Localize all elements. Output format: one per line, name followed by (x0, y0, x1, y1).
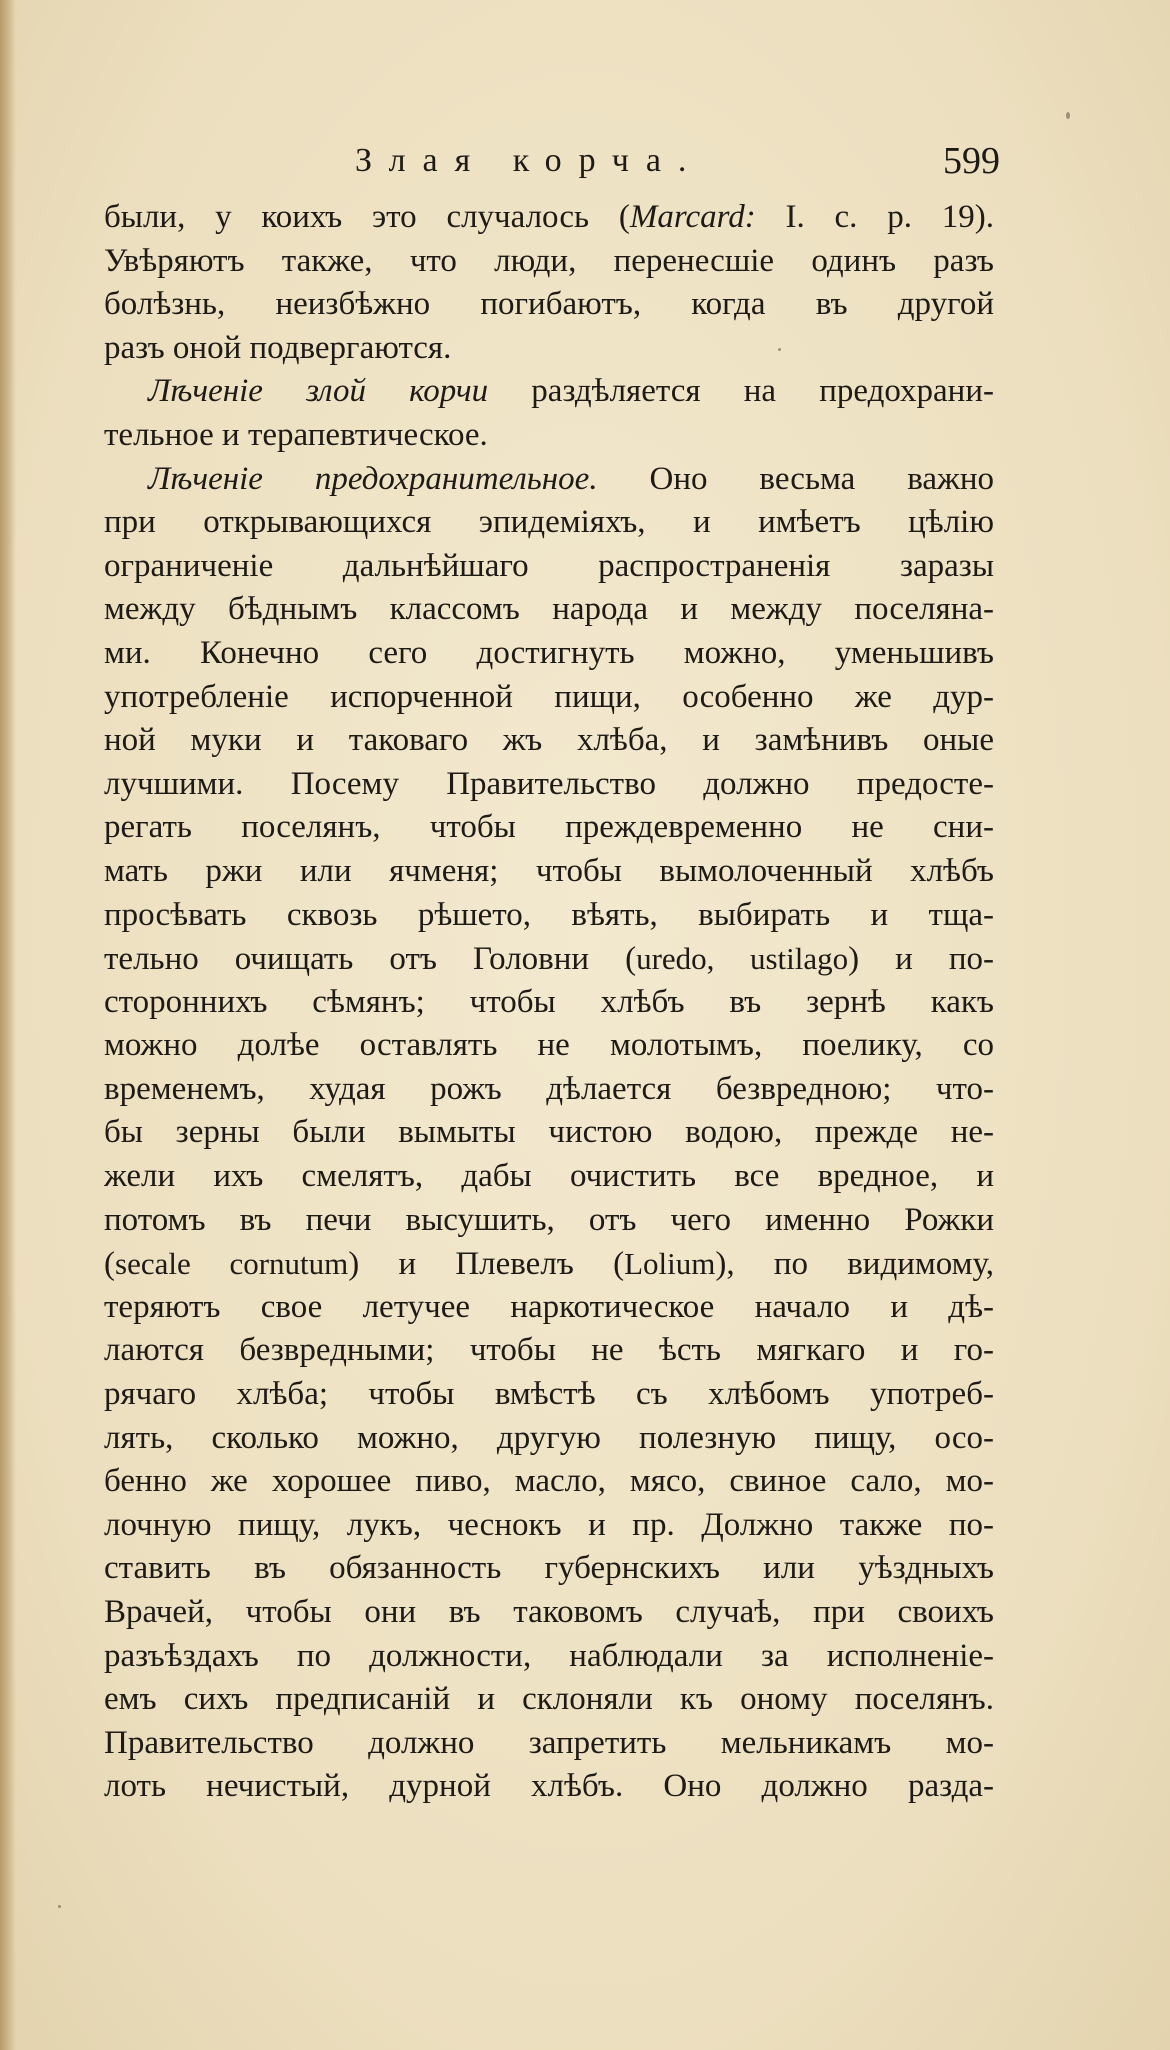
text-line-37: лоть нечистый, дурной хлѣбъ. Оно должно разда- (104, 1768, 994, 1805)
section-term-preventive: Лѣченіе предохранительное. (148, 460, 598, 497)
text-line-16: мать ржи или ячменя; чтобы вымолоченный хлѣбъ (104, 852, 994, 889)
text-line-4: разъ оной подвергаются. (104, 329, 452, 366)
text-line-33: Врачей, чтобы они въ таковомъ случаѣ, при своихъ (104, 1594, 994, 1630)
latin-term-lolium: Lolium (624, 1246, 716, 1282)
text-line-15: регать поселянъ, чтобы преждевременно не сни- (104, 809, 994, 846)
text-line-2: Увѣряютъ также, что люди, перенесшіе одинъ разъ (104, 242, 994, 279)
text-line-25: (secale cornutum) и Плевелъ (Lolium), по видимому, (104, 1246, 994, 1283)
text-line-29: лять, сколько можно, другую полезную пищу, осо- (104, 1419, 994, 1456)
text-line-18: тельно очищать отъ Головни (uredo, ustilago) и по- (104, 941, 994, 978)
latin-term-secale: secale cornutum (115, 1246, 349, 1282)
text-line-3: болѣзнь, неизбѣжно погибаютъ, когда въ другой (104, 286, 994, 323)
latin-term-uredo: uredo, ustilago (636, 941, 849, 977)
text-line-5: Лѣченіе злой корчи раздѣляется на предохрани- (148, 373, 994, 410)
text-line-21: временемъ, худая рожъ дѣлается безвредною; что- (104, 1070, 994, 1107)
text-line-26: теряютъ свое летучее наркотическое начало и дѣ- (104, 1288, 994, 1325)
text-line-13: ной муки и таковаго жъ хлѣба, и замѣнивъ оные (104, 722, 994, 759)
text-line-14: лучшими. Посему Правительство должно предосте- (104, 765, 994, 802)
text-line-7: Лѣченіе предохранительное. Оно весьма важно (148, 460, 994, 497)
text-line-10: между бѣднымъ классомъ народа и между поселяна- (104, 591, 994, 628)
citation-author: Marcard: (629, 199, 756, 235)
page-binding-edge (0, 0, 16, 2050)
text-line-11: ми. Конечно сего достигнуть можно, уменьшивъ (104, 634, 994, 671)
text-line-24: потомъ въ печи высушить, отъ чего именно Рожки (104, 1201, 994, 1238)
text-line-28: рячаго хлѣба; чтобы вмѣстѣ съ хлѣбомъ употреб- (104, 1376, 994, 1413)
text-line-34: разъѣздахъ по должности, наблюдали за исполненіе- (104, 1637, 994, 1674)
text-line-12: употребленіе испорченной пищи, особенно же дур- (104, 678, 994, 715)
ink-speck (1066, 112, 1070, 119)
text-line-32: ставить въ обязанность губернскихъ или уѣздныхъ (104, 1550, 994, 1587)
text-line-19: стороннихъ сѣмянъ; чтобы хлѣбъ въ зернѣ какъ (104, 983, 994, 1020)
text-line-23: жели ихъ смелятъ, дабы очистить все вредное, и (104, 1158, 994, 1195)
ink-speck (58, 1905, 61, 1908)
text-line-6: тельное и терапевтическое. (104, 416, 488, 453)
running-title: Злая корча. (355, 142, 704, 179)
page-header (100, 138, 1000, 188)
text-line-22: бы зерны были вымыты чистою водою, прежде не- (104, 1114, 994, 1151)
ink-speck (778, 348, 781, 351)
text-line-20: можно долѣе оставлять не молотымъ, поелику, со (104, 1027, 994, 1064)
text-line-30: бенно же хорошее пиво, масло, мясо, свиное сало, мо- (104, 1463, 994, 1500)
text-line-31: лочную пищу, лукъ, чеснокъ и пр. Должно также по- (104, 1506, 994, 1543)
text-line-1: были, у коихъ это случалось (Marcard: I. с. р. 19). (104, 199, 994, 235)
text-line-8: при открывающихся эпидеміяхъ, и имѣетъ цѣлію (104, 504, 994, 541)
text-line-35: емъ сихъ предписаній и склоняли къ оному поселянъ. (104, 1681, 994, 1718)
body-text (104, 196, 994, 1809)
page-number: 599 (943, 140, 1000, 182)
text-line-17: просѣвать сквозь рѣшето, вѣять, выбирать и тща- (104, 896, 994, 933)
text-line-36: Правительство должно запретить мельникамъ мо- (104, 1724, 994, 1761)
text-line-27: лаются безвредными; чтобы не ѣсть мягкаго и го- (104, 1332, 994, 1369)
text-line-9: ограниченіе дальнѣйшаго распространенія заразы (104, 547, 994, 584)
section-term-treatment: Лѣченіе злой корчи (148, 373, 489, 410)
